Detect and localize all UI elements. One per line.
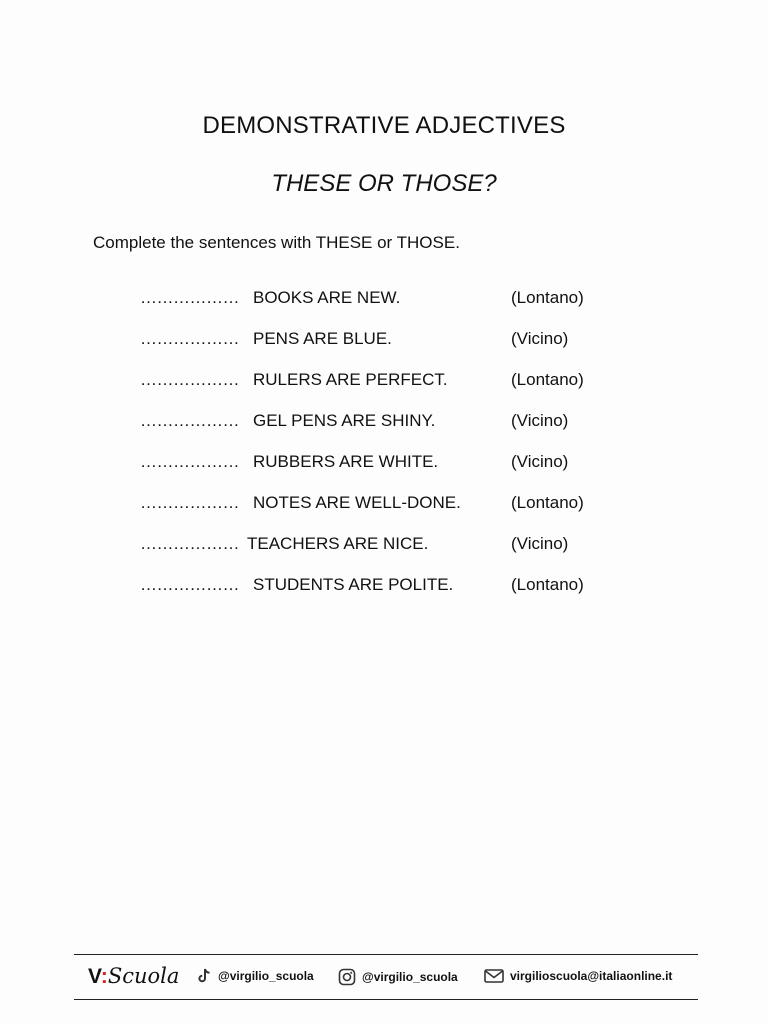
exercise-sentence: STUDENTS ARE POLITE. [253, 575, 454, 594]
exercise-sentence: GEL PENS ARE SHINY. [253, 411, 436, 430]
logo-prefix: V [88, 965, 101, 988]
instruction-text: Complete the sentences with THESE or THOSE. [93, 233, 460, 252]
answer-blank: ……………… [140, 452, 239, 471]
exercise-list [140, 288, 640, 616]
instagram-handle: @virgilio_scuola [362, 970, 458, 984]
logo-separator: : [100, 965, 108, 988]
mail-icon [484, 968, 504, 984]
logo-script: Scuola [107, 964, 180, 988]
email-link[interactable] [484, 968, 672, 984]
exercise-hint: (Vicino) [511, 411, 569, 430]
exercise-sentence: BOOKS ARE NEW. [253, 288, 401, 307]
email-address: virgilioscuola@italiaonline.it [510, 969, 673, 983]
page-title: DEMONSTRATIVE ADJECTIVES [202, 112, 566, 139]
tiktok-link[interactable] [196, 968, 314, 984]
instagram-icon [338, 968, 356, 986]
exercise-hint: (Lontano) [511, 370, 584, 389]
exercise-sentence: NOTES ARE WELL-DONE. [253, 493, 461, 512]
answer-blank: ……………… [140, 370, 239, 389]
exercise-sentence: RULERS ARE PERFECT. [253, 370, 448, 389]
answer-blank: ……………… [140, 575, 239, 594]
exercise-row [140, 534, 640, 575]
answer-blank: ……………… [140, 411, 239, 430]
exercise-row [140, 575, 640, 616]
exercise-sentence: PENS ARE BLUE. [253, 329, 392, 348]
exercise-sentence: TEACHERS ARE NICE. [247, 534, 429, 553]
answer-blank: ……………… [140, 288, 239, 307]
exercise-row [140, 493, 640, 534]
exercise-hint: (Vicino) [511, 534, 569, 553]
page-subtitle: THESE OR THOSE? [271, 170, 497, 197]
exercise-hint: (Lontano) [511, 288, 584, 307]
exercise-hint: (Vicino) [511, 329, 569, 348]
answer-blank: ……………… [140, 534, 239, 553]
footer-bar [74, 954, 698, 1000]
tiktok-icon [196, 968, 212, 984]
exercise-sentence: RUBBERS ARE WHITE. [253, 452, 439, 471]
virgilio-scuola-logo [88, 964, 179, 989]
exercise-hint: (Lontano) [511, 575, 584, 594]
exercise-hint: (Lontano) [511, 493, 584, 512]
exercise-row [140, 329, 640, 370]
exercise-row [140, 411, 640, 452]
exercise-hint: (Vicino) [511, 452, 569, 471]
answer-blank: ……………… [140, 493, 239, 512]
tiktok-handle: @virgilio_scuola [218, 969, 314, 983]
instagram-link[interactable] [338, 968, 458, 986]
answer-blank: ……………… [140, 329, 239, 348]
exercise-row [140, 288, 640, 329]
exercise-row [140, 452, 640, 493]
exercise-row [140, 370, 640, 411]
